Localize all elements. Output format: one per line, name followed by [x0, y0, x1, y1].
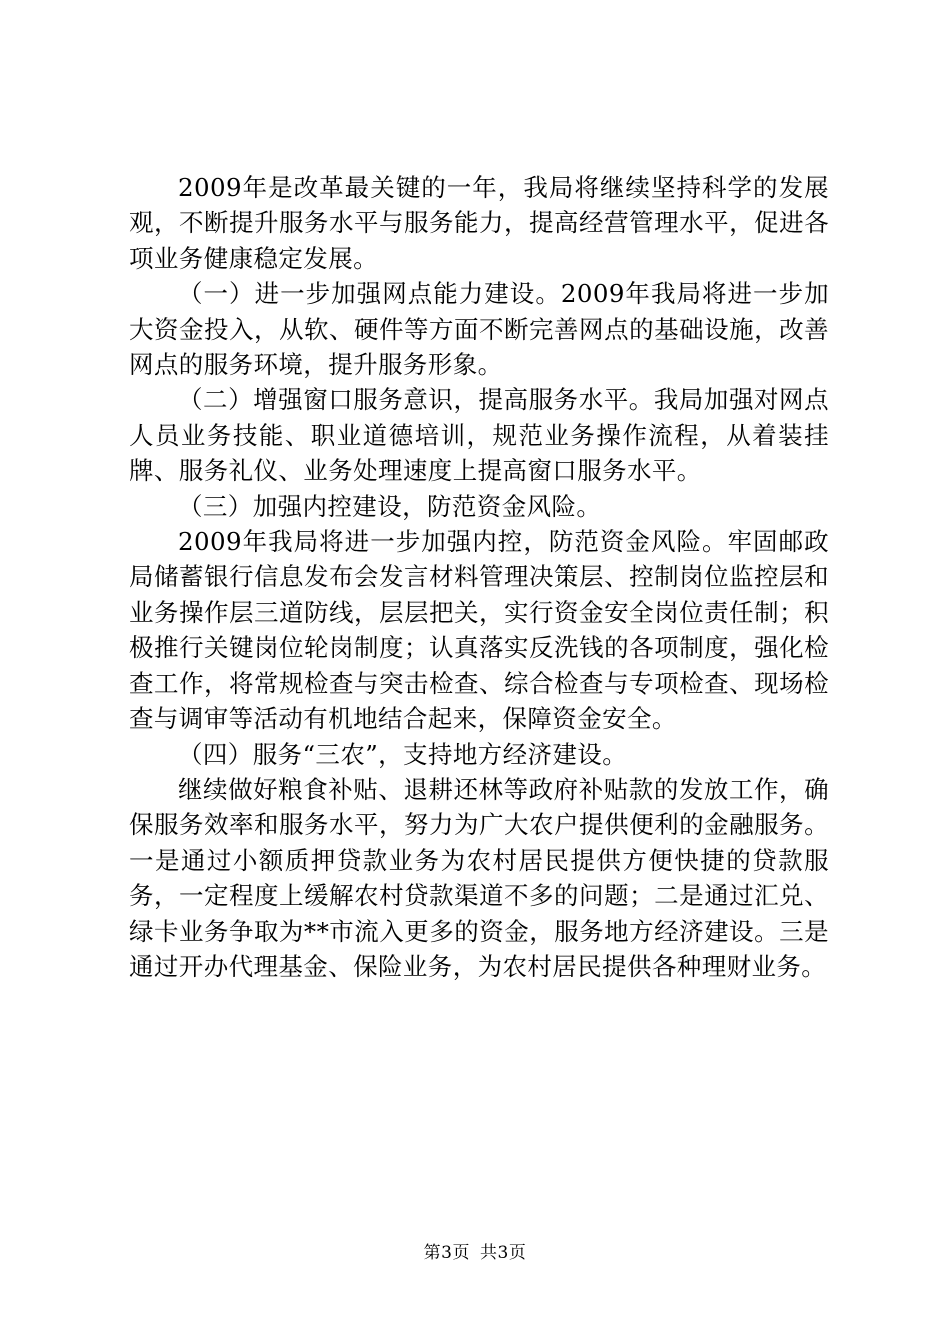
paragraph-section-2: （二）增强窗口服务意识，提高服务水平。我局加强对网点人员业务技能、职业道德培训，规范业务操作流程，从着装挂牌、服务礼仪、业务处理速度上提高窗口服务水平。: [129, 385, 829, 486]
paragraph-intro: 2009年是改革最关键的一年，我局将继续坚持科学的发展观，不断提升服务水平与服务能力，提高经营管理水平，促进各项业务健康稳定发展。: [129, 173, 829, 273]
document-body: [129, 170, 829, 984]
paragraph-section-3-heading: （三）加强内控建设，防范资金风险。: [178, 491, 602, 521]
paragraph-section-3-body: 2009年我局将进一步加强内控，防范资金风险。牢固邮政局储蓄银行信息发布会发言材料管理决策层、控制岗位监控层和业务操作层三道防线，层层把关，实行资金安全岗位责任制；积极推行关键岗位轮岗制度；认真落实反洗钱的各项制度，强化检查工作，将常规检查与突击检查、综合检查与专项检查、现场检查与调审等活动有机地结合起来，保障资金安全。: [129, 527, 829, 734]
page-number-current: 第3页: [423, 1243, 470, 1263]
paragraph-section-4-heading: （四）服务“三农”，支持地方经济建设。: [178, 739, 628, 769]
paragraph-section-4-body: 继续做好粮食补贴、退耕还林等政府补贴款的发放工作，确保服务效率和服务水平，努力为广大农户提供便利的金融服务。一是通过小额质押贷款业务为农村居民提供方便快捷的贷款服务，一定程度上缓解农村贷款渠道不多的问题；二是通过汇兑、绿卡业务争取为**市流入更多的资金，服务地方经济建设。三是通过开办代理基金、保险业务，为农村居民提供各种理财业务。: [129, 774, 829, 981]
paragraph-section-1: （一）进一步加强网点能力建设。2009年我局将进一步加大资金投入，从软、硬件等方面不断完善网点的基础设施，改善网点的服务环境，提升服务形象。: [129, 279, 829, 380]
page-number-total: 共3页: [480, 1243, 527, 1263]
page-footer: [0, 1242, 950, 1264]
